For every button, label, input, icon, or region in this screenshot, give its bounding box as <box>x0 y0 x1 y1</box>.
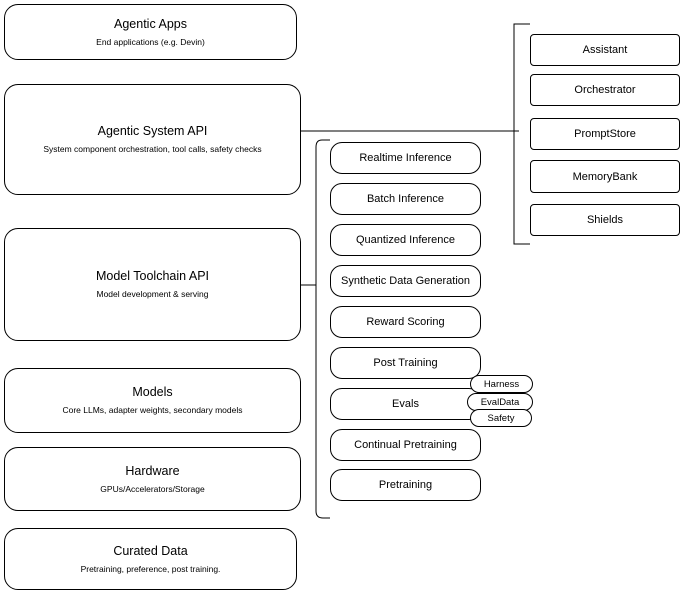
capability-quantized-inference[interactable] <box>330 224 481 256</box>
layer-title: Agentic System API <box>97 124 208 138</box>
layer-title: Hardware <box>125 463 180 478</box>
capability-post-training[interactable] <box>330 347 481 379</box>
layer-subtitle: System component orchestration, tool calls, safety checks <box>43 144 262 154</box>
capability-label: Realtime Inference <box>359 152 452 164</box>
capability-pretraining[interactable] <box>330 469 481 501</box>
system-component-orchestrator[interactable] <box>530 74 680 106</box>
layer-subtitle: Core LLMs, adapter weights, secondary models <box>62 405 243 415</box>
capability-label: Post Training <box>373 357 438 369</box>
eval-pill-label: EvalData <box>480 396 520 408</box>
capability-reward-scoring[interactable] <box>330 306 481 338</box>
capability-label: Quantized Inference <box>355 234 456 246</box>
system-component-label: MemoryBank <box>572 170 638 183</box>
eval-pill-label: Harness <box>483 378 520 390</box>
system-component-label: PromptStore <box>574 128 636 140</box>
capability-label: Reward Scoring <box>366 316 445 328</box>
capability-realtime-inference[interactable] <box>330 142 481 174</box>
layer-models[interactable] <box>4 368 301 433</box>
layer-title: Models <box>132 385 173 399</box>
layer-title: Curated Data <box>113 543 188 558</box>
system-component-memorybank[interactable] <box>530 160 680 193</box>
system-component-shields[interactable] <box>530 204 680 236</box>
system-component-assistant[interactable] <box>530 34 680 66</box>
capability-synthetic-data-generation[interactable] <box>330 265 481 297</box>
system-component-label: Orchestrator <box>574 84 636 96</box>
capability-label: Evals <box>392 398 419 410</box>
system-component-promptstore[interactable] <box>530 118 680 150</box>
layer-subtitle: Pretraining, preference, post training. <box>80 563 221 574</box>
layer-subtitle: Model development & serving <box>96 289 209 299</box>
layer-agentic-system-api[interactable] <box>4 84 301 195</box>
layer-title: Model Toolchain API <box>95 269 210 283</box>
capability-label: Synthetic Data Generation <box>340 275 471 287</box>
layer-subtitle: End applications (e.g. Devin) <box>96 36 205 47</box>
capability-label: Batch Inference <box>366 193 445 205</box>
layer-model-toolchain-api[interactable] <box>4 228 301 341</box>
layer-hardware[interactable] <box>4 447 301 511</box>
capability-label: Pretraining <box>378 479 433 491</box>
eval-pill-safety[interactable] <box>470 409 532 427</box>
capability-label: Continual Pretraining <box>354 439 457 451</box>
capability-continual-pretraining[interactable] <box>330 429 481 461</box>
system-component-label: Shields <box>586 214 624 226</box>
system-component-label: Assistant <box>582 44 628 56</box>
eval-pill-label: Safety <box>487 412 515 424</box>
layer-subtitle: GPUs/Accelerators/Storage <box>100 483 205 494</box>
layer-agentic-apps[interactable] <box>4 4 297 60</box>
eval-pill-harness[interactable] <box>470 375 533 393</box>
capability-batch-inference[interactable] <box>330 183 481 215</box>
layer-curated-data[interactable] <box>4 528 297 590</box>
capability-evals[interactable] <box>330 388 481 420</box>
layer-title: Agentic Apps <box>114 16 187 31</box>
